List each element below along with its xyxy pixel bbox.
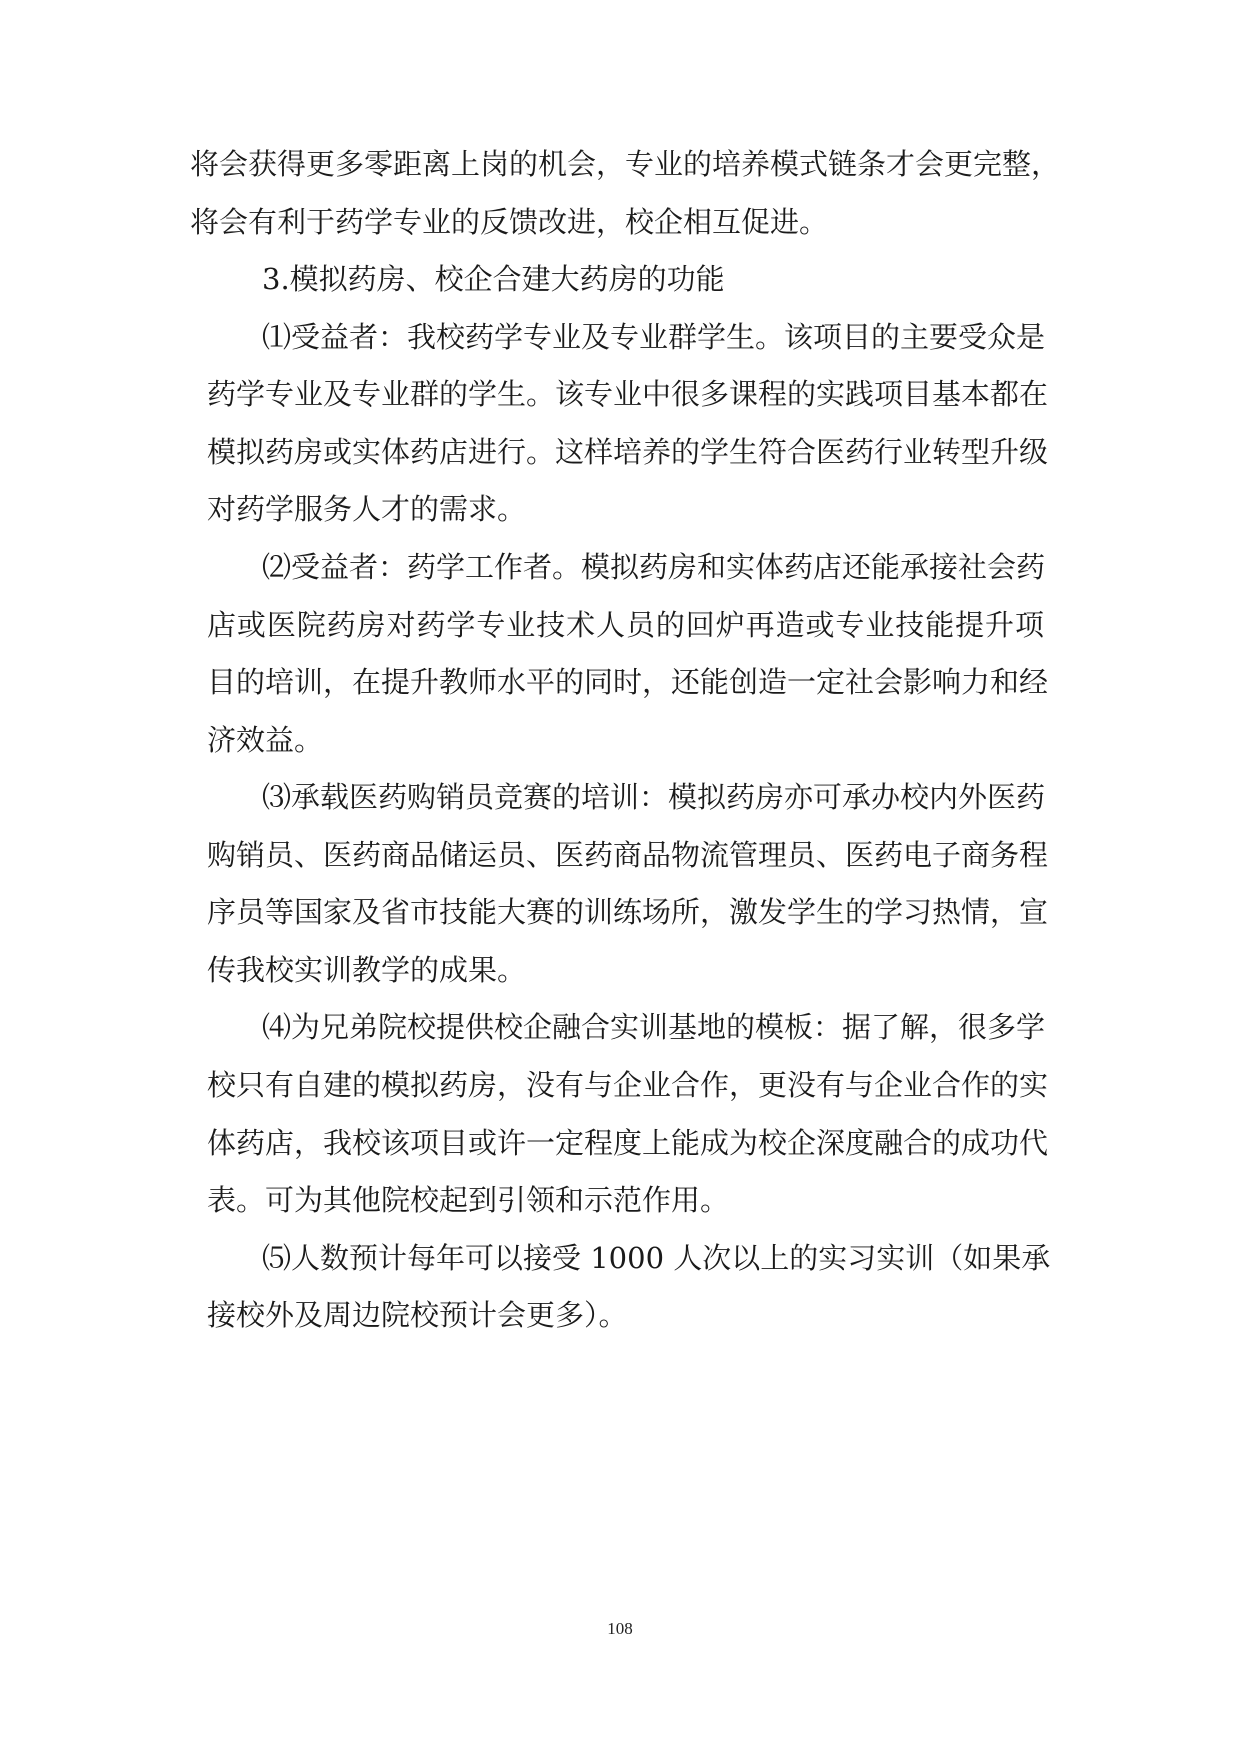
paragraph-line: ⑷为兄弟院校提供校企融合实训基地的模板：据了解，很多学 bbox=[262, 1010, 1046, 1044]
paragraph-line: 体药店，我校该项目或许一定程度上能成为校企深度融合的成功代 bbox=[207, 1126, 1049, 1160]
paragraph-line: ⑸人数预计每年可以接受 1000 人次以上的实习实训（如果承 bbox=[262, 1241, 1051, 1275]
paragraph-line: 序员等国家及省市技能大赛的训练场所，激发学生的学习热情，宣 bbox=[207, 895, 1049, 929]
paragraph-line: 购销员、医药商品储运员、医药商品物流管理员、医药电子商务程 bbox=[207, 838, 1049, 872]
paragraph-line: 对药学服务人才的需求。 bbox=[207, 492, 527, 526]
paragraph-line: 校只有自建的模拟药房，没有与企业合作，更没有与企业合作的实 bbox=[207, 1068, 1049, 1102]
paragraph-line: 店或医院药房对药学专业技术人员的回炉再造或专业技能提升项 bbox=[207, 608, 1044, 642]
paragraph-line: ⑶承载医药购销员竞赛的培训：模拟药房亦可承办校内外医药 bbox=[262, 780, 1046, 814]
paragraph-line: 药学专业及专业群的学生。该专业中很多课程的实践项目基本都在 bbox=[207, 377, 1049, 411]
paragraph-line: 模拟药房或实体药店进行。这样培养的学生符合医药行业转型升级 bbox=[207, 435, 1049, 469]
paragraph-line: 将会有利于药学专业的反馈改进，校企相互促进。 bbox=[190, 205, 829, 239]
paragraph-line: 济效益。 bbox=[207, 723, 324, 757]
paragraph-line: 将会获得更多零距离上岗的机会，专业的培养模式链条才会更完整， bbox=[190, 147, 1061, 181]
paragraph-line: 目的培训，在提升教师水平的同时，还能创造一定社会影响力和经 bbox=[207, 665, 1049, 699]
paragraph-line: ⑴受益者：我校药学专业及专业群学生。该项目的主要受众是 bbox=[262, 320, 1046, 354]
paragraph-line: 接校外及周边院校预计会更多）。 bbox=[207, 1298, 628, 1332]
paragraph-line: 表。可为其他院校起到引领和示范作用。 bbox=[207, 1183, 730, 1217]
page-number: 108 bbox=[607, 1619, 633, 1638]
paragraph-line: ⑵受益者：药学工作者。模拟药房和实体药店还能承接社会药 bbox=[262, 550, 1046, 584]
paragraph-line: 传我校实训教学的成果。 bbox=[207, 953, 527, 987]
section-heading: 3.模拟药房、校企合建大药房的功能 bbox=[262, 262, 725, 296]
